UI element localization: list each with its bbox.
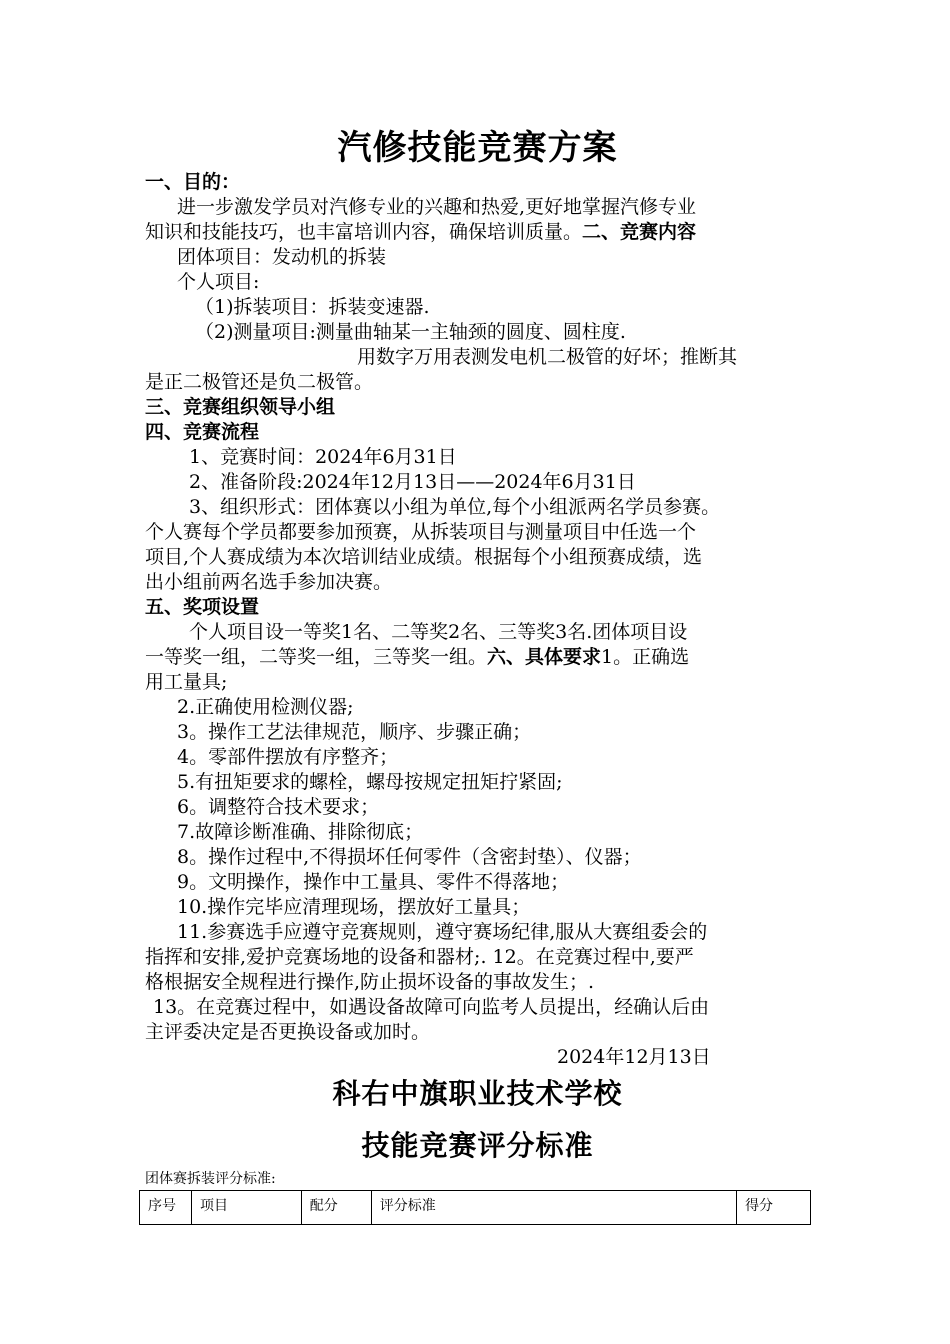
project-item-2: （2)测量项目:测量曲轴某一主轴颈的圆度、圆柱度. xyxy=(195,321,626,343)
table-caption: 团体赛拆装评分标准: xyxy=(145,1171,276,1187)
section-heading-content: 二、竞赛内容 xyxy=(582,221,697,243)
table-header-cell: 得分 xyxy=(737,1191,811,1225)
document-date: 2024年12月13日 xyxy=(557,1046,711,1068)
requirement-item: 8。操作过程中,不得损坏任何零件（含密封垫）、仪器； xyxy=(177,846,642,868)
requirement-item: 6。调整符合技术要求； xyxy=(177,796,380,818)
process-item-2: 2、准备阶段:2024年12月13日——2024年6月31日 xyxy=(189,471,636,493)
paragraph-text: 1。正确选 xyxy=(601,646,690,668)
scoring-table xyxy=(139,1190,811,1225)
process-item-1: 1、竞赛时间：2024年6月31日 xyxy=(189,446,457,468)
paragraph-line: 格根据安全规程进行操作,防止损坏设备的事故发生；. xyxy=(145,971,595,993)
requirement-item: 7.故障诊断准确、排除彻底； xyxy=(177,821,424,843)
requirement-item: 13。在竞赛过程中，如遇设备故障可向监考人员提出，经确认后由 xyxy=(153,996,710,1018)
paragraph-line: 个人赛每个学员都要参加预赛，从拆装项目与测量项目中任选一个 xyxy=(145,521,697,543)
requirement-item: 10.操作完毕应清理现场，摆放好工量具； xyxy=(177,896,531,918)
paragraph-line: 指挥和安排,爱护竞赛场地的设备和器材;. 12。在竞赛过程中,要严 xyxy=(145,946,694,968)
project-item-2-cont: 是正二极管还是负二极管。 xyxy=(145,371,374,393)
individual-project-line: 个人项目: xyxy=(177,271,260,293)
process-item-3: 3、组织形式：团体赛以小组为单位,每个小组派两名学员参赛。 xyxy=(189,496,721,518)
paragraph-line xyxy=(145,644,689,670)
school-name: 科右中旗职业技术学校 xyxy=(332,1077,623,1110)
table-header-cell: 序号 xyxy=(140,1191,192,1225)
section-heading-process: 四、竞赛流程 xyxy=(145,421,260,443)
section-heading-purpose: 一、目的： xyxy=(145,171,241,193)
paragraph-text: 知识和技能技巧，也丰富培训内容，确保培训质量。 xyxy=(145,221,583,243)
section-heading-leadership: 三、竞赛组织领导小组 xyxy=(145,396,336,418)
paragraph-text: 一等奖一组，二等奖一组，三等奖一组。 xyxy=(145,646,488,668)
paragraph-line: 个人项目设一等奖1名、二等奖2名、三等奖3名.团体项目设 xyxy=(189,621,688,643)
team-project-line: 团体项目：发动机的拆装 xyxy=(177,246,387,268)
paragraph-line: 项目,个人赛成绩为本次培训结业成绩。根据每个小组预赛成绩，选 xyxy=(145,546,703,568)
requirement-item: 4。零部件摆放有序整齐； xyxy=(177,746,399,768)
table-header-row xyxy=(140,1191,811,1225)
table-header-cell: 项目 xyxy=(191,1191,301,1225)
project-item-1: （1)拆装项目：拆装变速器. xyxy=(195,296,430,318)
requirement-item: 9。文明操作，操作中工量具、零件不得落地； xyxy=(177,871,570,893)
requirement-item: 5.有扭矩要求的螺栓，螺母按规定扭矩拧紧固; xyxy=(177,771,563,793)
table-header-cell: 配分 xyxy=(301,1191,371,1225)
section-heading-awards: 五、奖项设置 xyxy=(145,596,260,618)
scoring-title: 技能竞赛评分标准 xyxy=(361,1129,594,1162)
requirement-item: 3。操作工艺法律规范，顺序、步骤正确； xyxy=(177,721,532,743)
requirement-item: 11.参赛选手应遵守竞赛规则，遵守赛场纪律,服从大赛组委会的 xyxy=(177,921,708,943)
paragraph-line xyxy=(145,219,696,245)
paragraph-line: 进一步激发学员对汽修专业的兴趣和热爱,更好地掌握汽修专业 xyxy=(177,196,697,218)
project-item-2-cont: 用数字万用表测发电机二极管的好坏；推断其 xyxy=(357,346,738,368)
paragraph-line: 用工量具; xyxy=(145,671,228,693)
section-heading-requirements: 六、具体要求 xyxy=(487,646,602,668)
paragraph-line: 出小组前两名选手参加决赛。 xyxy=(145,571,393,593)
paragraph-line: 主评委决定是否更换设备或加时。 xyxy=(145,1021,431,1043)
document-title: 汽修技能竞赛方案 xyxy=(337,128,618,168)
requirement-item: 2.正确使用检测仪器; xyxy=(177,696,354,718)
table-header-cell: 评分标准 xyxy=(371,1191,736,1225)
